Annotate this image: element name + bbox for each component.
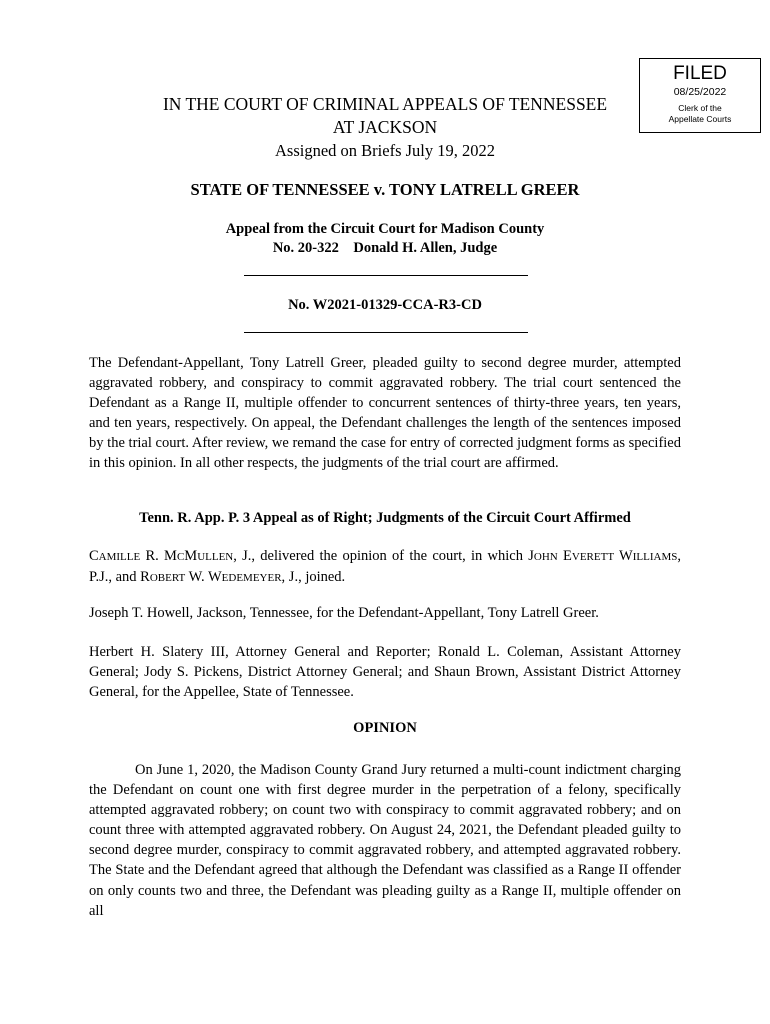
counsel-state: Herbert H. Slatery III, Attorney General and Reporter; Ronald L. Coleman, Assistant Attorney General; Jody S. Pickens, District Attorney General; and Shaun Brown, Assistant District Attorney General, for the Appellee, State of Tennessee. bbox=[89, 644, 681, 701]
author-text: E bbox=[557, 548, 572, 564]
author-text: ILLIAMS bbox=[632, 551, 678, 563]
author-text: , J., joined. bbox=[281, 569, 346, 586]
disposition-line: Tenn. R. App. P. 3 Appeal as of Right; Judgments of the Circuit Court Affirmed bbox=[139, 510, 631, 526]
divider-bottom bbox=[244, 332, 528, 333]
opinion-paragraph: On June 1, 2020, the Madison County Grand Jury returned a multi-count indictment charging the Defendant on count one with first degree murder in the perpetration of a felony, specifically attempted aggravated robbery; on count two with conspiracy to commit aggravated robbery; and on count three with attempted aggravated robbery. On August 24, 2021, the Defendant pleaded guilty to second degree murder, conspiracy to commit aggravated robbery, and attempted aggravated robbery. The State and the Defendant agreed that although the Defendant was classified as a Range II offender on only counts two and three, the Defendant was pleading guilty as a Range II, multiple offender on all bbox=[89, 762, 681, 919]
opinion-heading: OPINION bbox=[353, 720, 417, 736]
author-text: , P.J., and bbox=[89, 548, 681, 586]
author-text: C bbox=[89, 548, 99, 564]
authorship-paragraph bbox=[89, 546, 681, 588]
author-text: R bbox=[140, 569, 150, 586]
author-text: ULLEN bbox=[197, 551, 234, 563]
appeal-court: Appeal from the Circuit Court for Madison County bbox=[225, 221, 545, 237]
case-caption: STATE OF TENNESSEE v. TONY LATRELL GREER bbox=[190, 180, 580, 199]
author-text: W. W bbox=[185, 569, 222, 586]
stamp-clerk-line2: Appellate Courts bbox=[668, 114, 732, 124]
author-text: OHN bbox=[533, 551, 558, 563]
stamp-date: 08/25/2022 bbox=[673, 86, 727, 98]
author-text: EDEMEYER bbox=[221, 572, 282, 585]
divider-top bbox=[244, 275, 528, 276]
court-heading bbox=[60, 93, 710, 139]
author-text: W bbox=[614, 548, 633, 564]
author-text: J bbox=[528, 548, 534, 564]
author-text: VERETT bbox=[571, 551, 615, 563]
stamp-clerk-line1: Clerk of the bbox=[678, 103, 722, 113]
court-location: AT JACKSON bbox=[332, 117, 438, 137]
author-text: R. M bbox=[140, 548, 177, 564]
stamp-filed-label: FILED bbox=[673, 63, 727, 84]
appeal-info bbox=[60, 220, 710, 258]
author-text: M bbox=[184, 548, 198, 564]
appeal-case-judge: No. 20-322 Donald H. Allen, Judge bbox=[272, 240, 498, 256]
author-text: , J., delivered the opinion of the court, in which bbox=[233, 548, 529, 564]
assigned-date: Assigned on Briefs July 19, 2022 bbox=[275, 141, 495, 160]
court-name: IN THE COURT OF CRIMINAL APPEALS OF TENNESSEE bbox=[162, 94, 608, 114]
docket-number: No. W2021-01329-CCA-R3-CD bbox=[288, 297, 482, 313]
synopsis-paragraph: The Defendant-Appellant, Tony Latrell Greer, pleaded guilty to second degree murder, attempted aggravated robbery, and conspiracy to commit aggravated robbery. The trial court sentenced the Defendant as a Range II, multiple offender to concurrent sentences of thirty-three years, ten years, and ten years, respectively. On appeal, the Defendant challenges the length of the sentences imposed by the trial court. After review, we remand the case for entry of corrected judgment forms as specified in this opinion. In all other respects, the judgments of the trial court are affirmed. bbox=[89, 355, 681, 472]
author-text: C bbox=[176, 551, 185, 563]
author-text: AMILLE bbox=[98, 551, 141, 563]
author-text: OBERT bbox=[149, 572, 186, 585]
counsel-defendant: Joseph T. Howell, Jackson, Tennessee, for the Defendant-Appellant, Tony Latrell Greer. bbox=[89, 605, 599, 621]
